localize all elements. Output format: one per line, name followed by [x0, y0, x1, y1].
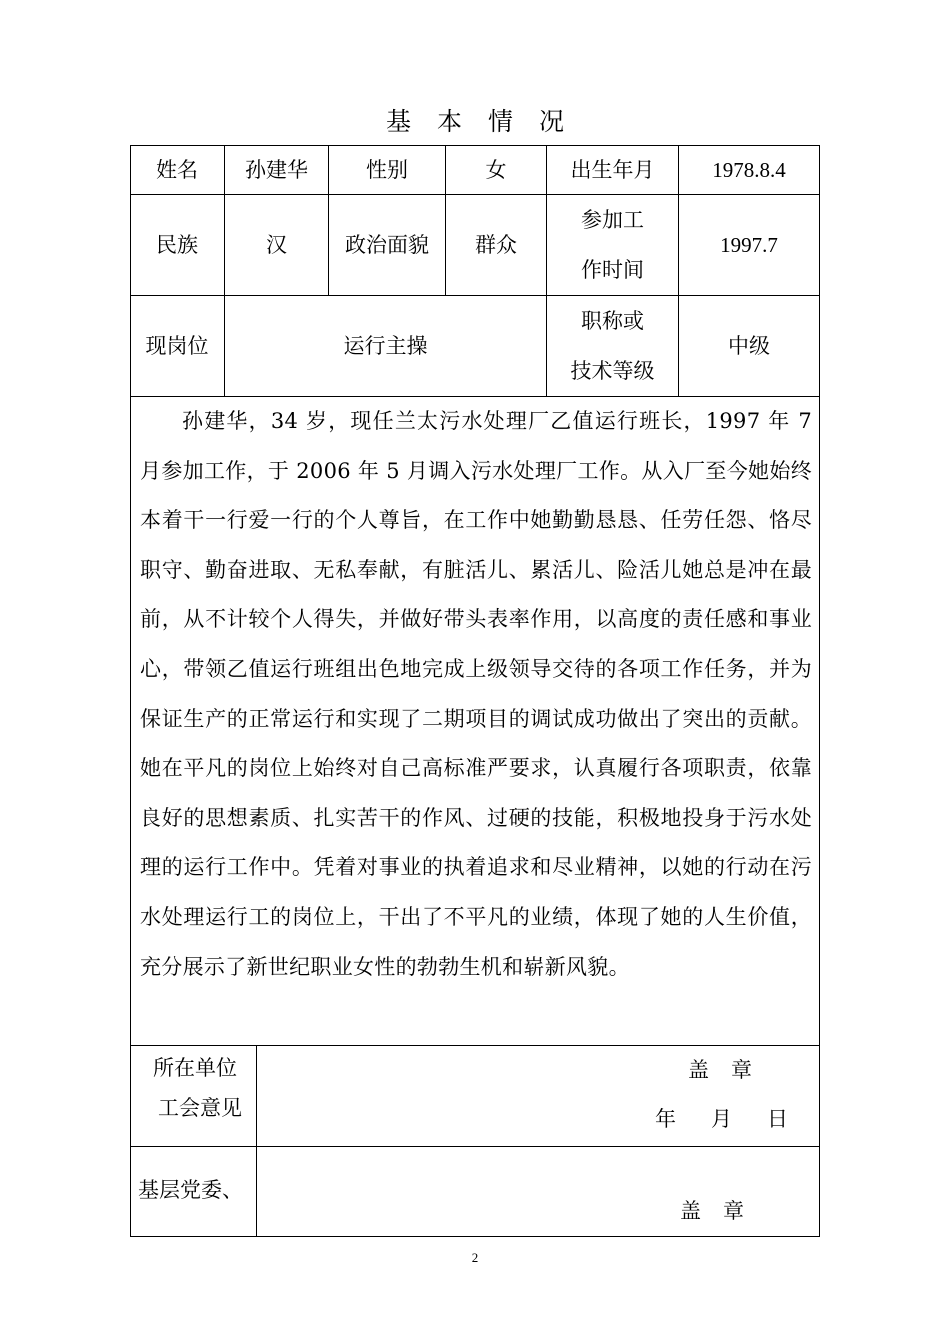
union-label-line1: 所在单位 [153, 1056, 237, 1080]
politics-value: 群众 [475, 233, 517, 257]
ethnicity-value: 汉 [266, 233, 287, 257]
date-day: 日 [767, 1107, 788, 1131]
gender-label: 性别 [366, 157, 408, 182]
position-value: 运行主操 [343, 334, 428, 358]
title-label-line1: 职称或 [581, 309, 644, 333]
work-start-label-line1: 参加工 [581, 208, 644, 232]
work-start-value: 1997.7 [720, 233, 778, 257]
work-start-label [547, 195, 678, 295]
union-label-line2: 工会意见 [158, 1096, 242, 1120]
ethnicity-label: 民族 [156, 233, 198, 257]
name-value: 孙建华 [245, 157, 308, 182]
position-label: 现岗位 [145, 334, 209, 358]
date-year: 年 [655, 1107, 676, 1131]
union-opinion-label [140, 1048, 250, 1128]
party-stamp: 盖章 [680, 1199, 766, 1223]
description-paragraph: 孙建华，34 岁，现任兰太污水处理厂乙值运行班长，1997 年 7 月参加工作，于 2006 年 5 月调入污水处理厂工作。从入厂至今她始终本着干一行爱一行的个人尊旨，在工作中她勤勤恳恳、任劳任怨、恪尽职守、勤奋进取、无私奉献，有脏活儿、累活儿、险活儿她总是冲在最前，从不计较个人得失，并做好带头表率作用，以高度的责任感和事业心，带领乙值运行班组出色地完成上级领导交待的各项工作任务，并为保证生产的正常运行和实现了二期项目的调试成功做出了突出的贡献。她在平凡的岗位上始终对自己高标准严要求，认真履行各项职责，依靠良好的思想素质、扎实苦干的作风、过硬的技能，积极地投身于污水处理的运行工作中。凭着对事业的执着追求和尽业精神，以她的行动在污水处理运行工的岗位上，干出了不平凡的业绩，体现了她的人生价值，充分展示了新世纪职业女性的勃勃生机和崭新风貌。 [140, 409, 812, 979]
work-start-label-line2: 作时间 [581, 258, 644, 282]
name-label: 姓名 [156, 157, 198, 182]
gender-value: 女 [485, 157, 507, 182]
date-month: 月 [711, 1107, 732, 1131]
party-opinion-label: 基层党委、 [138, 1178, 243, 1202]
row-divider [130, 1146, 820, 1147]
row-divider [130, 1045, 820, 1046]
title-value: 中级 [728, 334, 770, 358]
title-label-line2: 技术等级 [570, 359, 655, 383]
birth-label: 出生年月 [570, 157, 655, 182]
page-number: 2 [471, 1250, 479, 1265]
union-date [655, 1103, 788, 1133]
title-label [547, 296, 678, 396]
politics-label: 政治面貌 [345, 233, 429, 257]
birth-value: 1978.8.4 [712, 157, 786, 182]
union-stamp: 盖章 [688, 1058, 774, 1082]
page-title: 基本情况 [385, 107, 590, 136]
col-divider [256, 1045, 257, 1237]
